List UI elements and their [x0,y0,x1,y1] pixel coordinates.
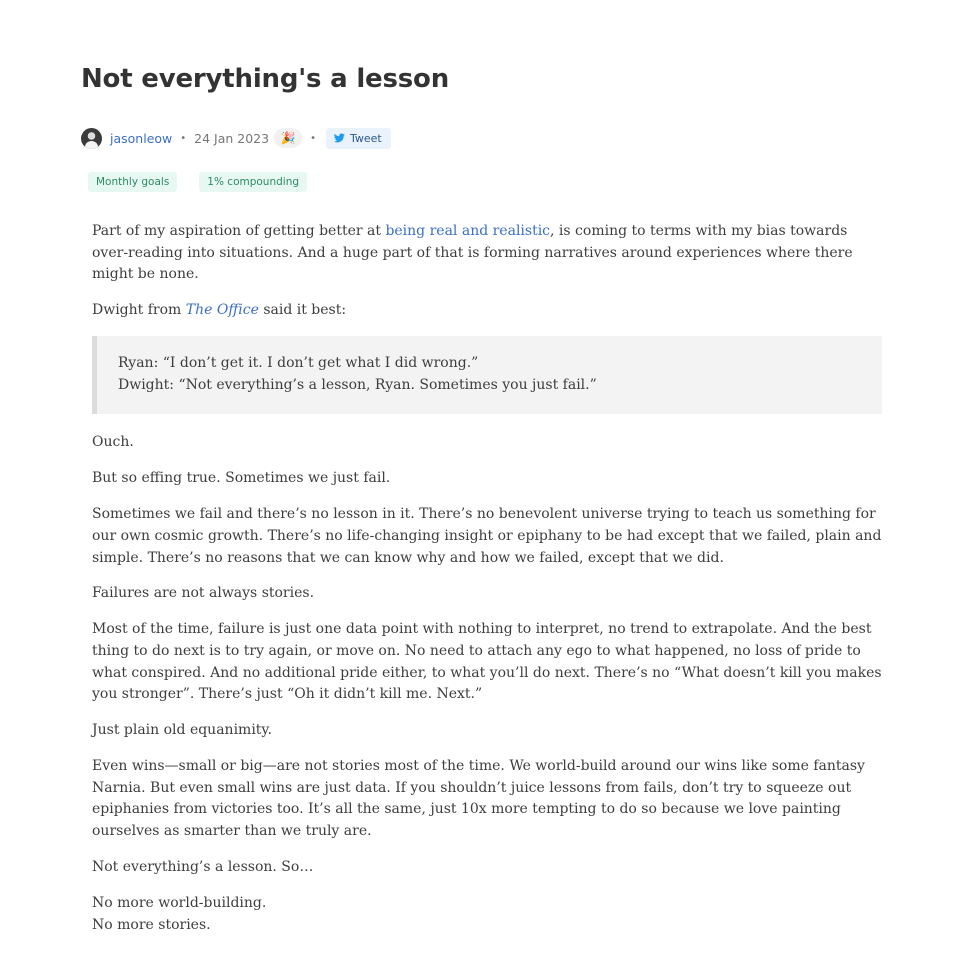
paragraph [92,221,882,286]
paragraph: Not everything’s a lesson. So… [92,858,314,875]
quote-line: Dwight: “Not everything’s a lesson, Ryan. Sometimes you just fail.” [118,376,597,393]
paragraph-line: No more world-building. [92,894,267,911]
tag-1-percent-compounding[interactable]: 1% compounding [199,172,307,192]
quote-line: Ryan: “I don’t get it. I don’t get what I did wrong.” [118,355,479,372]
tweet-button[interactable] [326,128,391,149]
paragraph-text: said it best: [258,302,347,319]
paragraph-line: No more stories. [92,916,211,933]
paragraph: Failures are not always stories. [92,585,315,602]
paragraph: Sometimes we fail and there’s no lesson in it. There’s no benevolent universe trying to teach us something for our own cosmic growth. There’s no life-changing insight or epiphany to be had except that we failed, plain and simple. There’s no reasons that we can know why and how we failed, except that we did. [92,506,882,566]
paragraph-text: , is coming to terms with my bias towards over-reading into situations. And a huge part of that is forming narratives around experiences where there might be none. [92,223,853,283]
paragraph: Just plain old equanimity. [92,722,272,739]
tag-list [88,172,307,192]
party-popper-icon[interactable]: 🎉 [274,128,302,148]
paragraph-text: Dwight from [92,302,186,319]
paragraph [92,300,882,322]
tag-monthly-goals[interactable]: Monthly goals [88,172,177,192]
paragraph: Even wins—small or big—are not stories most of the time. We world-build around our wins like some fantasy Narnia. But even small wins are just data. If you shouldn’t juice lessons from fails, don’t try to squeeze out epiphanies from victories too. It’s all the same, just 10x more tempting to do so because we love painting ourselves as smarter than we truly are. [92,758,865,839]
separator-dot-icon: • [310,132,316,144]
paragraph: But so effing true. Sometimes we just fail. [92,470,391,487]
paragraph: Most of the time, failure is just one data point with nothing to interpret, no trend to extrapolate. And the best thing to do next is to try again, or move on. No need to attach any ego to what happened, no loss of pride to what conspired. And no additional pride either, to what you’ll do next. There’s no “What doesn’t kill you makes you stronger”. There’s just “Oh it didn’t kill me. Next.” [92,621,882,703]
blockquote [92,336,882,414]
post-date: 24 Jan 2023 [194,130,270,146]
tweet-label: Tweet [350,131,382,145]
the-office-link[interactable]: The Office [185,302,259,319]
avatar[interactable] [81,128,102,149]
post-content [92,221,882,951]
post-meta [81,127,391,149]
author-link[interactable]: jasonleow [110,130,173,146]
paragraph [92,893,882,936]
page-title: Not everything's a lesson [81,64,450,94]
paragraph: Ouch. [92,434,134,451]
twitter-bird-icon [334,133,345,143]
being-real-link[interactable]: being real and realistic [385,223,551,239]
paragraph-text: Part of my aspiration of getting better at [92,223,386,239]
separator-dot-icon: • [180,132,187,144]
